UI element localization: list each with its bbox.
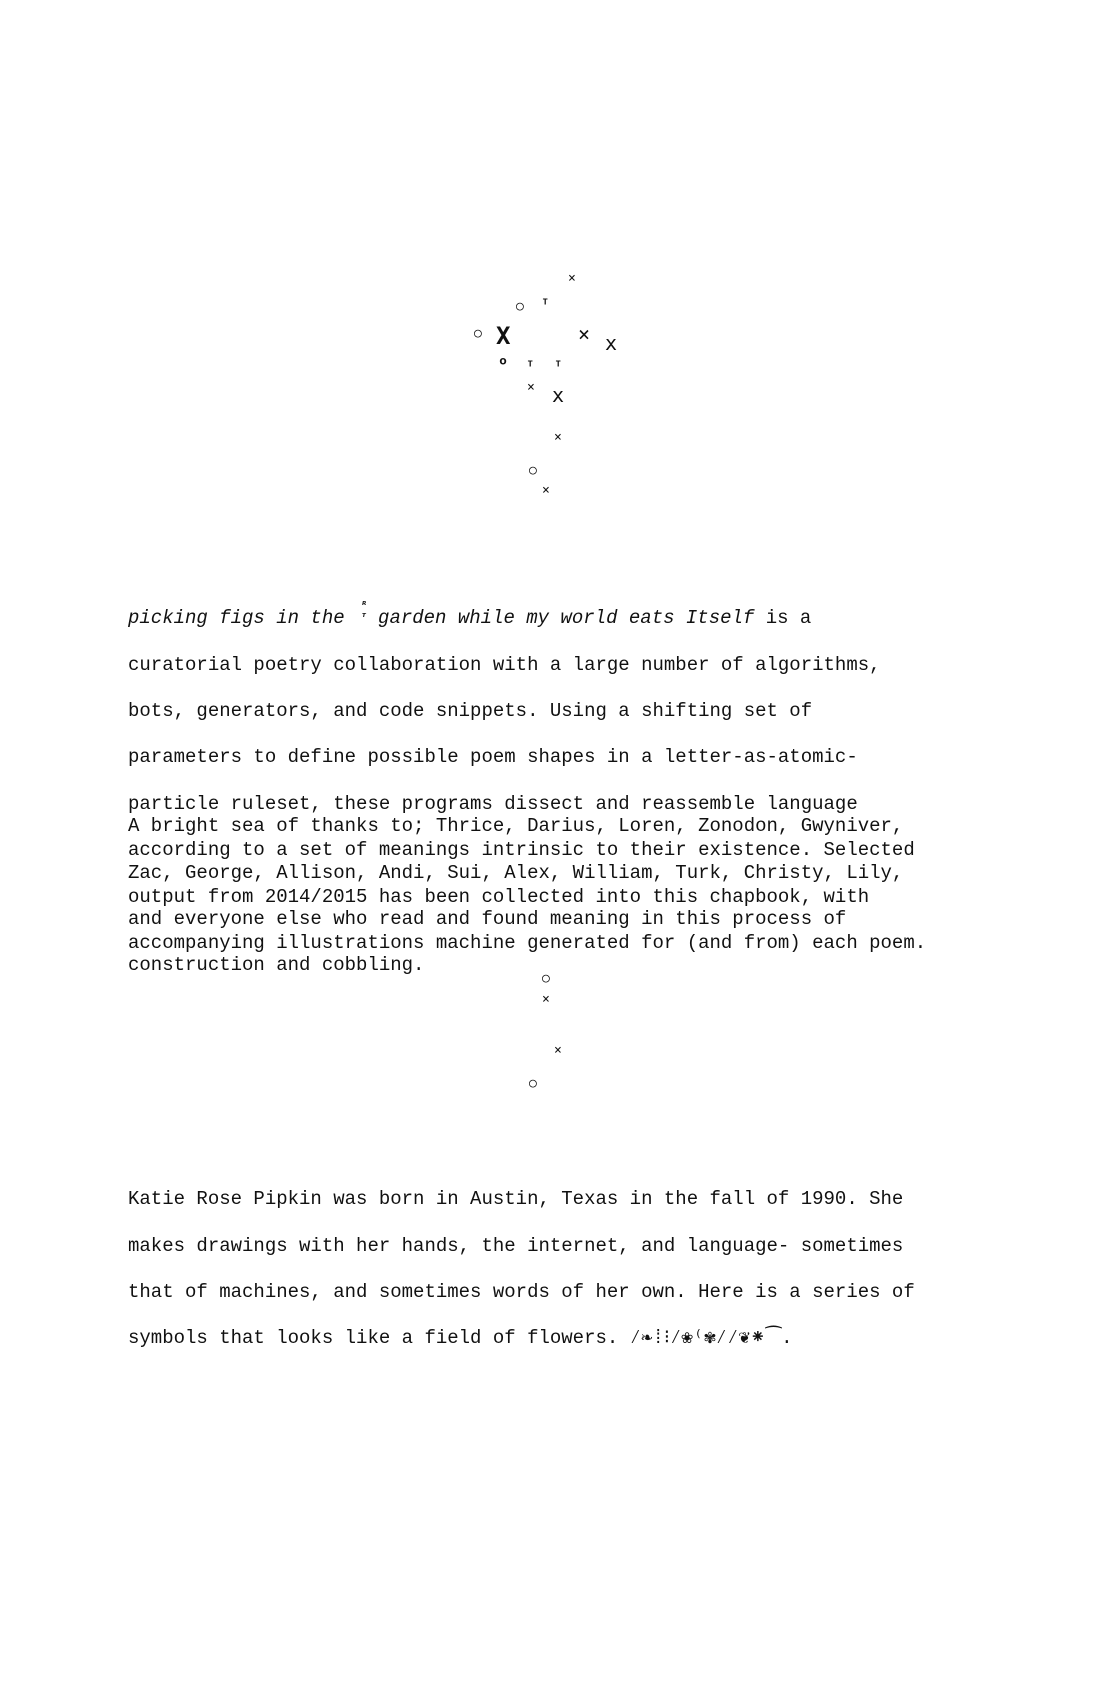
title-figure-glyph — [356, 601, 378, 626]
big-x-glyph: X — [496, 322, 511, 350]
title-glyph-bottom: ᵀ — [362, 613, 366, 624]
intro-line: output from 2014/2015 has been collected into this chapbook, with — [128, 885, 870, 908]
circle-glyph: ○ — [542, 971, 550, 986]
tee-glyph: ᵀ — [526, 359, 535, 375]
intro-line-1-tail: is a — [754, 607, 812, 630]
intro-line-1 — [128, 601, 988, 630]
circle-glyph: ○ — [529, 463, 537, 478]
circle-glyph: ○ — [529, 1076, 537, 1091]
intro-line: curatorial poetry collaboration with a large number of algorithms, — [128, 653, 881, 676]
intro-line: accompanying illustrations machine generated for (and from) each poem. — [128, 932, 927, 955]
intro-line: according to a set of meanings intrinsic to their existence. Selected — [128, 839, 915, 862]
bio-paragraph — [128, 1165, 988, 1374]
thanks-line: and everyone else who read and found meaning in this process of — [128, 908, 847, 931]
bio-line: symbols that looks like a field of flowers. ⁄❧⁞⁝⁄❀⁽✾⁄⁄❦⁕⁀. — [128, 1327, 793, 1350]
x-mark-glyph: × — [542, 992, 550, 1007]
face-glyph: ᵒ — [497, 352, 510, 376]
x-mark-glyph: × — [542, 483, 550, 498]
x-mark-glyph: × — [554, 430, 562, 445]
thanks-line: construction and cobbling. — [128, 954, 425, 977]
bio-line: makes drawings with her hands, the internet, and language- sometimes — [128, 1234, 904, 1257]
intro-line: particle ruleset, these programs dissect and reassemble language — [128, 792, 858, 815]
x-mark-glyph: × — [568, 271, 576, 286]
intro-line: parameters to define possible poem shapes in a letter-as-atomic- — [128, 746, 858, 769]
x-mark-glyph: × — [578, 322, 591, 346]
thanks-paragraph — [128, 792, 988, 1001]
circle-glyph: ○ — [474, 326, 482, 341]
x-letter-glyph: x — [605, 331, 618, 355]
x-mark-glyph: × — [527, 380, 535, 395]
thanks-line: Zac, George, Allison, Andi, Sui, Alex, William, Turk, Christy, Lily, — [128, 861, 904, 884]
intro-line: bots, generators, and code snippets. Using a shifting set of — [128, 700, 813, 723]
x-mark-glyph: × — [554, 1043, 562, 1058]
thanks-line: A bright sea of thanks to; Thrice, Darius, Loren, Zonodon, Gwyniver, — [128, 815, 904, 838]
tee-glyph: ᵀ — [554, 359, 563, 375]
title-glyph-top: ᴿ — [362, 601, 367, 612]
circle-glyph: ○ — [516, 299, 524, 314]
bio-line: that of machines, and sometimes words of her own. Here is a series of — [128, 1281, 915, 1304]
title-end: garden while my world eats Itself — [378, 607, 755, 630]
tee-glyph: ᵀ — [541, 297, 550, 313]
bio-line: Katie Rose Pipkin was born in Austin, Texas in the fall of 1990. She — [128, 1188, 904, 1211]
x-letter-glyph: x — [552, 383, 565, 407]
title-start: picking figs in the — [128, 607, 345, 630]
chapbook-title — [128, 601, 755, 630]
